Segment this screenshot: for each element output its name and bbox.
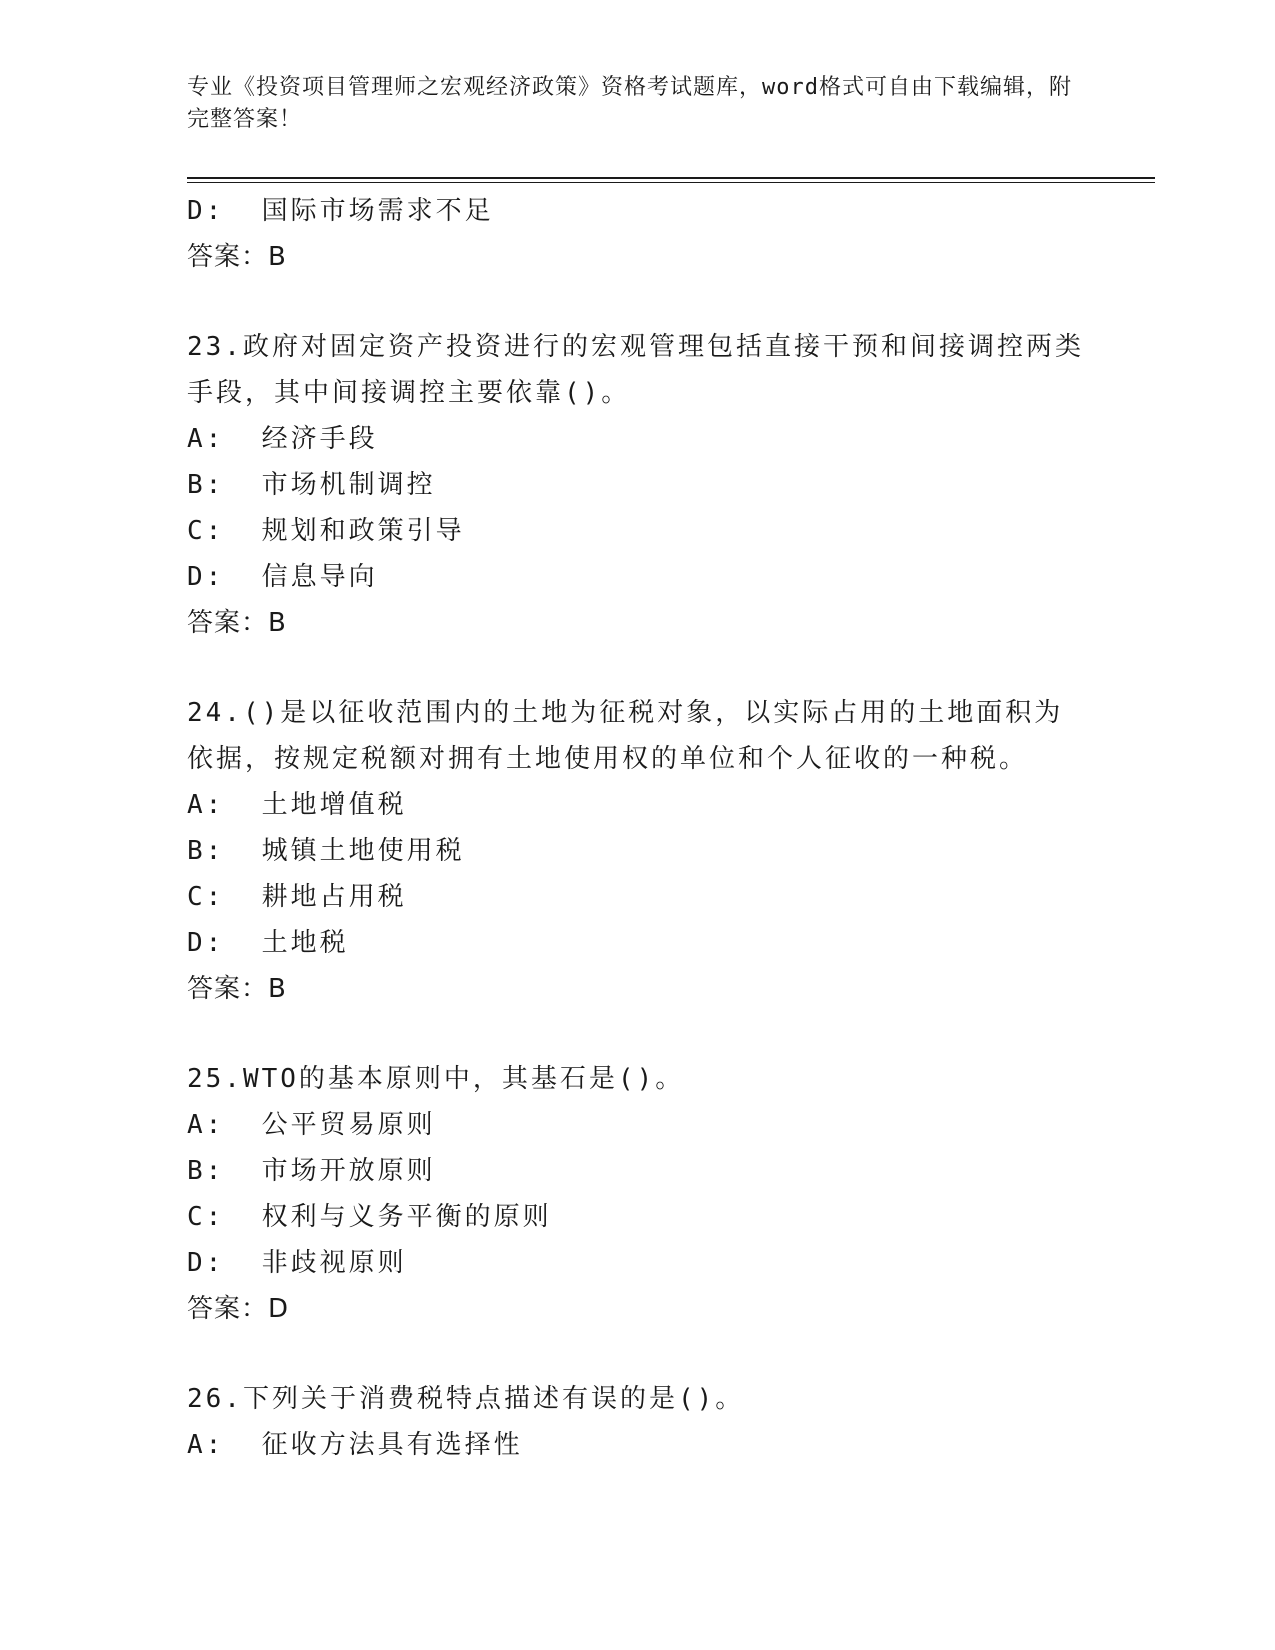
- question-26: [187, 1376, 1087, 1468]
- header-divider-thick: [187, 177, 1155, 179]
- option-c: C: 耕地占用税: [187, 882, 407, 912]
- option-b: B: 市场机制调控: [187, 470, 436, 500]
- page-header: 专业《投资项目管理师之宏观经济政策》资格考试题库，word格式可自由下载编辑，附完整答案！: [187, 75, 1072, 132]
- answer-line: 答案：B: [187, 608, 287, 638]
- option-a: A: 征收方法具有选择性: [187, 1430, 523, 1460]
- answer-line: 答案：D: [187, 1294, 290, 1324]
- option-d: D: 信息导向: [187, 562, 378, 592]
- option-c: C: 规划和政策引导: [187, 516, 465, 546]
- option-b: B: 市场开放原则: [187, 1156, 436, 1186]
- answer-line: 答案：B: [187, 242, 287, 272]
- option-b: B: 城镇土地使用税: [187, 836, 465, 866]
- previous-question-tail: [187, 188, 1087, 280]
- question-23: [187, 324, 1087, 646]
- option-a: A: 土地增值税: [187, 790, 407, 820]
- question-stem: 23.政府对固定资产投资进行的宏观管理包括直接干预和间接调控两类手段，其中间接调控主要依靠()。: [187, 332, 1084, 408]
- answer-line: 答案：B: [187, 974, 287, 1004]
- option-d: D: 非歧视原则: [187, 1248, 407, 1278]
- option-a: A: 经济手段: [187, 424, 378, 454]
- question-stem: 24.()是以征收范围内的土地为征税对象，以实际占用的土地面积为依据，按规定税额对拥有土地使用权的单位和个人征收的一种税。: [187, 698, 1064, 774]
- question-stem: 25.WTO的基本原则中，其基石是()。: [187, 1064, 685, 1094]
- header-divider-thin: [187, 182, 1155, 183]
- question-content: [187, 188, 1087, 1468]
- option-c: C: 权利与义务平衡的原则: [187, 1202, 552, 1232]
- option-a: A: 公平贸易原则: [187, 1110, 436, 1140]
- question-25: [187, 1056, 1087, 1332]
- option-d: D: 土地税: [187, 928, 349, 958]
- option-d: D: 国际市场需求不足: [187, 196, 494, 226]
- question-stem: 26.下列关于消费税特点描述有误的是()。: [187, 1384, 745, 1414]
- question-24: [187, 690, 1087, 1012]
